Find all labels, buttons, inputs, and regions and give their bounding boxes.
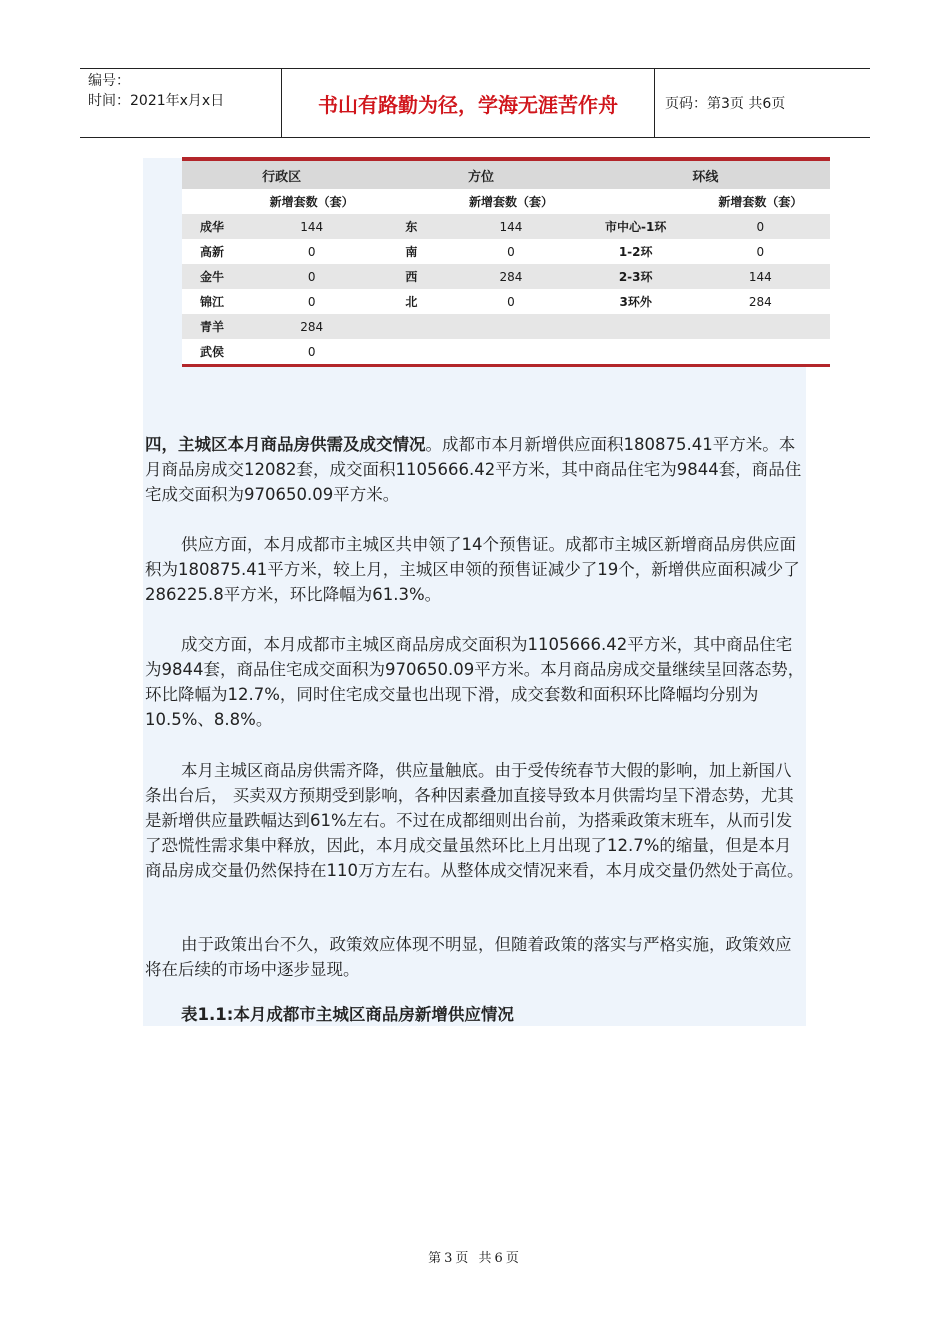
- table-cell-value: 144: [242, 214, 381, 239]
- table-row-label: 青羊: [182, 314, 242, 339]
- page-number-label: 页码：第3页 共6页: [665, 96, 786, 112]
- table-row: [182, 314, 830, 339]
- table-row-label: [581, 339, 691, 366]
- table-row: [182, 339, 830, 366]
- table-cell-value: 0: [441, 239, 580, 264]
- table-cell-value: 0: [242, 339, 381, 366]
- table-cell-value: 0: [441, 289, 580, 314]
- table-row-label: 2-3环: [581, 264, 691, 289]
- table-cell-value: 0: [242, 289, 381, 314]
- table-body: [182, 214, 830, 366]
- table-cell-value: 284: [242, 314, 381, 339]
- header-meta: [80, 69, 282, 137]
- table-row: [182, 214, 830, 239]
- table-row-label: 东: [381, 214, 441, 239]
- paragraph-transactions: 成交方面，本月成都市主城区商品房成交面积为1105666.42平方米，其中商品住宅为9844套，商品住宅成交面积为970650.09平方米。本月商品房成交量继续呈回落态势，环比降幅为12.7%，同时住宅成交量也出现下滑，成交套数和面积环比降幅均分别为10.5%、8.8%。: [145, 635, 805, 729]
- table-row-label: 1-2环: [581, 239, 691, 264]
- table-row: [182, 289, 830, 314]
- table-cell-value: 144: [691, 264, 830, 289]
- paragraph-analysis: 本月主城区商品房供需齐降，供应量触底。由于受传统春节大假的影响，加上新国八条出台后， 买卖双方预期受到影响，各种因素叠加直接导致本月供需均呈下滑态势，尤其是新增供应量跌幅达到61%左右。不过在成都细则出台前，为搭乘政策末班车，从而引发了恐慌性需求集中释放，因此，本月成交量虽然环比上月出现了12.7%的缩量，但是本月商品房成交量仍然保持在110万方左右。从整体成交情况来看，本月成交量仍然处于高位。: [145, 761, 804, 880]
- number-label: 编号：: [88, 73, 130, 89]
- table-row-label: 金牛: [182, 264, 242, 289]
- table-cell-value: 0: [691, 239, 830, 264]
- paragraph-policy: 由于政策出台不久，政策效应体现不明显，但随着政策的落实与严格实施，政策效应将在后续的市场中逐步显现。: [145, 935, 792, 979]
- paragraph-summary: [145, 432, 805, 507]
- table-row-label: 高新: [182, 239, 242, 264]
- table-cell-value: [691, 339, 830, 366]
- table-row-label: 南: [381, 239, 441, 264]
- section-heading: 四，主城区本月商品房供需及成交情况: [145, 435, 426, 454]
- table-cell-value: [441, 339, 580, 366]
- table-cell-value: [441, 314, 580, 339]
- table-row-label: [581, 314, 691, 339]
- table-row-label: [381, 339, 441, 366]
- header-motto: 书山有路勤为径，学海无涯苦作舟: [282, 69, 655, 137]
- time-label: 时间：2021年x月x日: [88, 93, 225, 109]
- table-sub-header: 新增套数（套）: [242, 189, 381, 214]
- table-row-label: 武侯: [182, 339, 242, 366]
- table-row-label: [381, 314, 441, 339]
- table-sub-header: 新增套数（套）: [441, 189, 580, 214]
- table-row-label: 成华: [182, 214, 242, 239]
- summary-text: 。成都市本月新增供应面积180875.41平方米。本月商品房成交12082套，成交面积1105666.42平方米，其中商品住宅为9844套，商品住宅成交面积为970650.09平方米。: [145, 435, 802, 504]
- table-row: [182, 239, 830, 264]
- table-row-label: 锦江: [182, 289, 242, 314]
- table-group-header: 环线: [581, 161, 830, 189]
- table-row: [182, 264, 830, 289]
- table-cell-value: 144: [441, 214, 580, 239]
- page-header: [80, 68, 870, 138]
- table-group-header: 行政区: [182, 161, 381, 189]
- table-sub-header: 新增套数（套）: [691, 189, 830, 214]
- table-cell-value: 284: [691, 289, 830, 314]
- table-row-label: 北: [381, 289, 441, 314]
- table-row-label: 西: [381, 264, 441, 289]
- page-footer: 第3页 共6页: [428, 1251, 522, 1266]
- table-cell-value: 284: [441, 264, 580, 289]
- table-cell-value: [691, 314, 830, 339]
- table-cell-value: 0: [691, 214, 830, 239]
- table-cell-value: 0: [242, 239, 381, 264]
- table-row-label: 3环外: [581, 289, 691, 314]
- table-caption: 表1.1:本月成都市主城区商品房新增供应情况: [181, 1005, 514, 1024]
- table-cell-value: 0: [242, 264, 381, 289]
- table-group-header: 方位: [381, 161, 580, 189]
- table-row-label: 市中心-1环: [581, 214, 691, 239]
- paragraph-supply: 供应方面，本月成都市主城区共申领了14个预售证。成都市主城区新增商品房供应面积为180875.41平方米，较上月，主城区申领的预售证减少了19个，新增供应面积减少了286225.8平方米，环比降幅为61.3%。: [145, 535, 800, 604]
- supply-table: [182, 157, 830, 367]
